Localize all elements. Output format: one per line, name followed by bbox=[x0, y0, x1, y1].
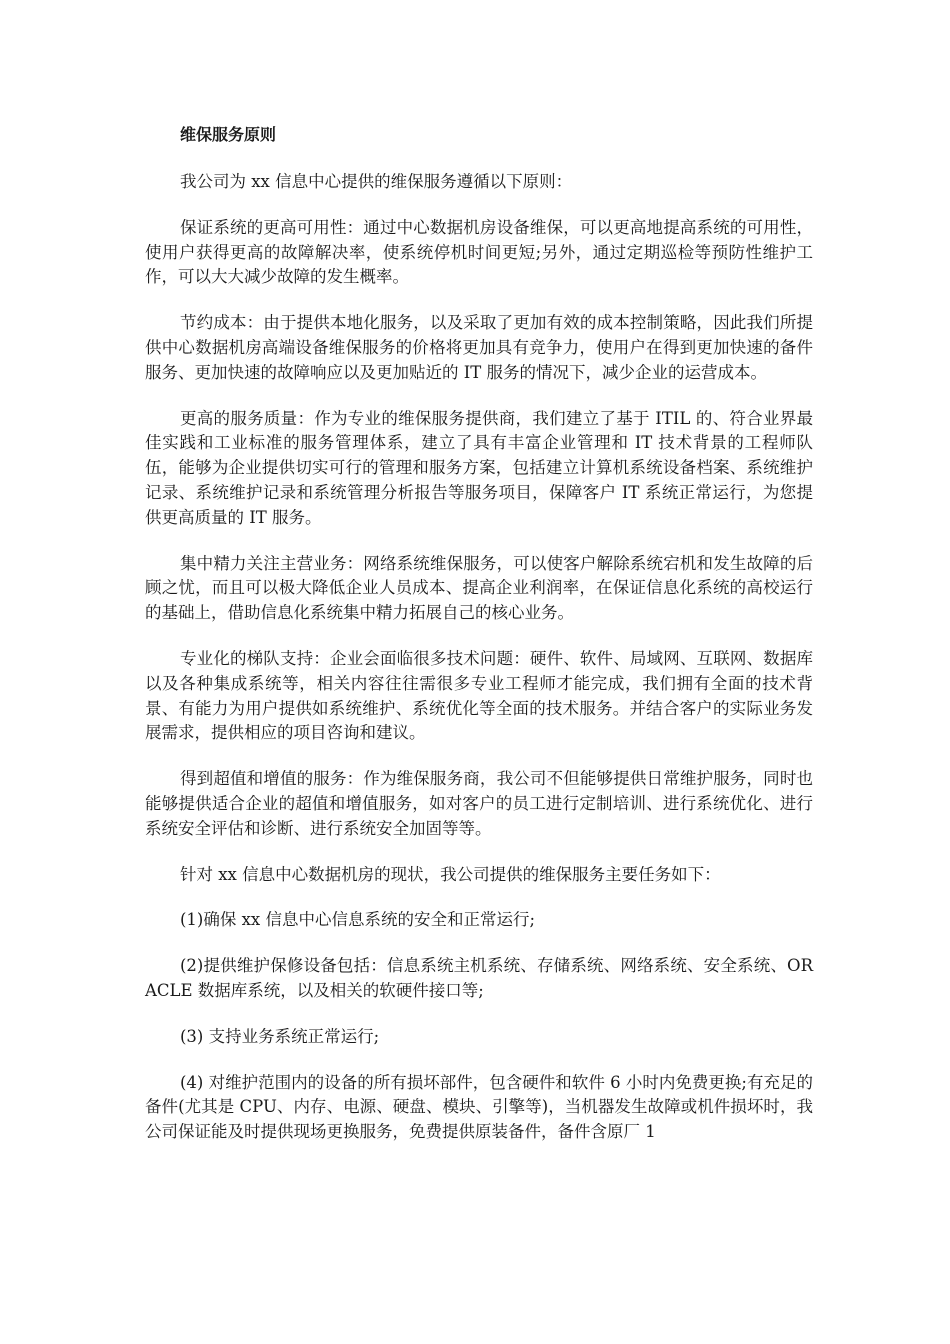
paragraph-value-added: 得到超值和增值的服务：作为维保服务商，我公司不但能够提供日常维护服务，同时也能够提供适合企业的超值和增值服务，如对客户的员工进行定制培训、进行系统优化、进行系统安全评估和诊断、进行系统安全加固等等。 bbox=[145, 769, 813, 838]
section-heading: 维保服务原则 bbox=[180, 125, 277, 144]
paragraph-task-3: (3) 支持业务系统正常运行; bbox=[180, 1026, 380, 1046]
document-body bbox=[145, 123, 813, 1166]
paragraph-service-quality: 更高的服务质量：作为专业的维保服务提供商，我们建立了基于 ITIL 的、符合业界最佳实践和工业标准的服务管理体系，建立了具有丰富企业管理和 IT 技术背景的工程师队伍，能够为企业提供切实可行的管理和服务方案，包括建立计算机系统设备档案、系统维护记录、系统维护记录和系统管理分析报告等服务项目，保障客户 IT 系统正常运行，为您提供更高质量的 IT 服务。 bbox=[145, 408, 813, 527]
paragraph-availability: 保证系统的更高可用性：通过中心数据机房设备维保，可以更高地提高系统的可用性，使用户获得更高的故障解决率，使系统停机时间更短;另外，通过定期巡检等预防性维护工作，可以大大减少故障的发生概率。 bbox=[145, 217, 813, 287]
paragraph-task-1: (1)确保 xx 信息中心信息系统的安全和正常运行; bbox=[180, 910, 536, 930]
paragraph-task-2: (2)提供维护保修设备包括：信息系统主机系统、存储系统、网络系统、安全系统、ORACLE 数据库系统，以及相关的软硬件接口等; bbox=[145, 956, 813, 1000]
paragraph-cost-saving: 节约成本：由于提供本地化服务，以及采取了更加有效的成本控制策略，因此我们所提供中心数据机房高端设备维保服务的价格将更加具有竞争力，使用户在得到更加快速的备件服务、更加快速的故障响应以及更加贴近的 IT 服务的情况下，减少企业的运营成本。 bbox=[145, 313, 813, 382]
paragraph-intro: 我公司为 xx 信息中心提供的维保服务遵循以下原则： bbox=[180, 172, 573, 191]
paragraph-tiered-support: 专业化的梯队支持：企业会面临很多技术问题：硬件、软件、局域网、互联网、数据库以及各种集成系统等，相关内容往往需很多专业工程师才能完成，我们拥有全面的技术背景、有能力为用户提供如系统维护、系统优化等全面的技术服务。并结合客户的实际业务发展需求，提供相应的项目咨询和建议。 bbox=[145, 648, 813, 743]
paragraph-core-business: 集中精力关注主营业务：网络系统维保服务，可以使客户解除系统宕机和发生故障的后顾之忧，而且可以极大降低企业人员成本、提高企业利润率，在保证信息化系统的高校运行的基础上，借助信息化系统集中精力拓展自己的核心业务。 bbox=[145, 553, 813, 623]
paragraph-task-4: (4) 对维护范围内的设备的所有损坏部件，包含硬件和软件 6 小时内免费更换;有充足的备件(尤其是 CPU、内存、电源、硬盘、模块、引擎等)，当机器发生故障或机件损坏时，我公司保证能及时提供现场更换服务，免费提供原装备件，备件含原厂 1 bbox=[145, 1072, 813, 1142]
paragraph-tasks-intro: 针对 xx 信息中心数据机房的现状，我公司提供的维保服务主要任务如下： bbox=[180, 864, 721, 884]
